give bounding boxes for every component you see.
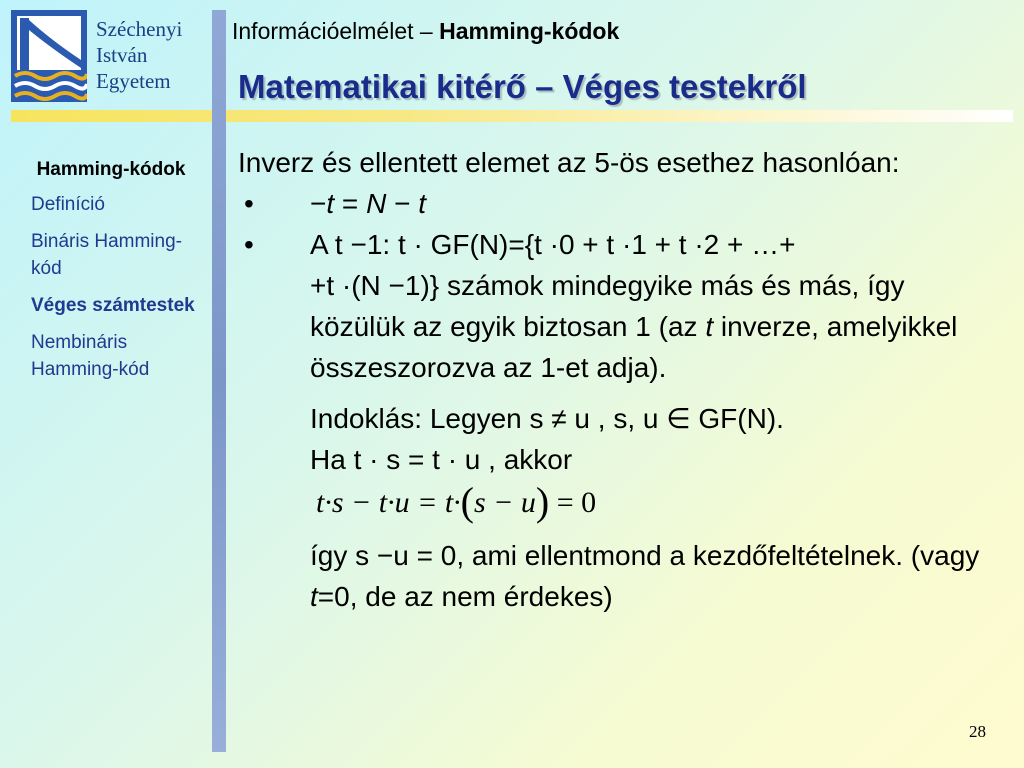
reasoning-line1: Indoklás: Legyen s ≠ u , s, u ∈ GF(N). (310, 403, 784, 434)
sidebar-nav (16, 156, 206, 393)
bullet-icon: • (244, 188, 254, 219)
inverse-rest (310, 265, 998, 388)
page-title: Matematikai kitérő – Véges testekről (238, 68, 807, 105)
bullet-inverse (238, 224, 998, 388)
opposite-t: t (326, 188, 335, 219)
formula-paren-open: ( (460, 479, 474, 524)
university-name (96, 16, 182, 94)
opposite-eq: = (334, 188, 367, 219)
course-title (232, 18, 619, 45)
slide-body (238, 142, 998, 617)
conclusion-b: =0, de az nem érdekes) (317, 581, 613, 612)
inverse-set-end: +t ·(N −1)} (310, 270, 440, 301)
page-number: 28 (969, 722, 986, 741)
sidebar-item-definicio[interactable]: Definíció (31, 194, 105, 215)
sidebar-item-nembinaris-hamming-kod[interactable]: Nembináris Hamming-kód (31, 332, 150, 380)
inverse-line1: A t −1: t · GF(N)={t ·0 + t ·1 + t ·2 + …+ (310, 229, 796, 260)
opposite-minus2: − (386, 188, 419, 219)
sidebar-divider (212, 10, 226, 752)
formula-paren-close: ) (535, 479, 550, 524)
formula-left: t·s − t·u = t· (316, 486, 461, 519)
opposite-N: N (366, 188, 387, 219)
conclusion-a: így s −u = 0, ami ellentmond a kezdőfeltételnek. (vagy (310, 540, 980, 571)
sidebar-heading[interactable]: Hamming-kódok (36, 159, 186, 180)
inverse-t: t (705, 311, 714, 342)
university-name-line2: István (96, 43, 148, 67)
university-name-line1: Széchenyi (96, 17, 183, 41)
intro-text: Inverz és ellentett elemet az 5-ös esethez hasonlóan: (238, 147, 900, 178)
course-topic: Hamming-kódok (439, 18, 620, 44)
sidebar-item-binaris-hamming-kod[interactable]: Bináris Hamming-kód (31, 231, 182, 279)
factorization-formula (238, 480, 998, 525)
opposite-t2: t (418, 188, 426, 219)
header-divider (11, 110, 1013, 122)
formula-right: = 0 (549, 486, 597, 519)
bullet-icon: • (244, 229, 254, 260)
conclusion-t: t (310, 581, 318, 612)
inverse-end: inverze, amelyikkel összeszorozva az 1-et adja). (310, 311, 958, 383)
inverse-text: számok mindegyike más és más, így közülük az egyik biztosan 1 (az (310, 270, 905, 342)
course-prefix: Információelmélet – (232, 18, 440, 44)
opposite-minus: − (310, 188, 327, 219)
university-bridge-logo-icon (11, 10, 87, 102)
sidebar-item-veges-szamtestek[interactable]: Véges számtestek (31, 295, 195, 316)
reasoning-line2: Ha t · s = t · u , akkor (310, 444, 573, 475)
conclusion-text (238, 535, 998, 617)
university-name-line3: Egyetem (96, 69, 171, 93)
formula-inner: s − u (474, 486, 536, 519)
bullet-opposite (238, 183, 998, 224)
